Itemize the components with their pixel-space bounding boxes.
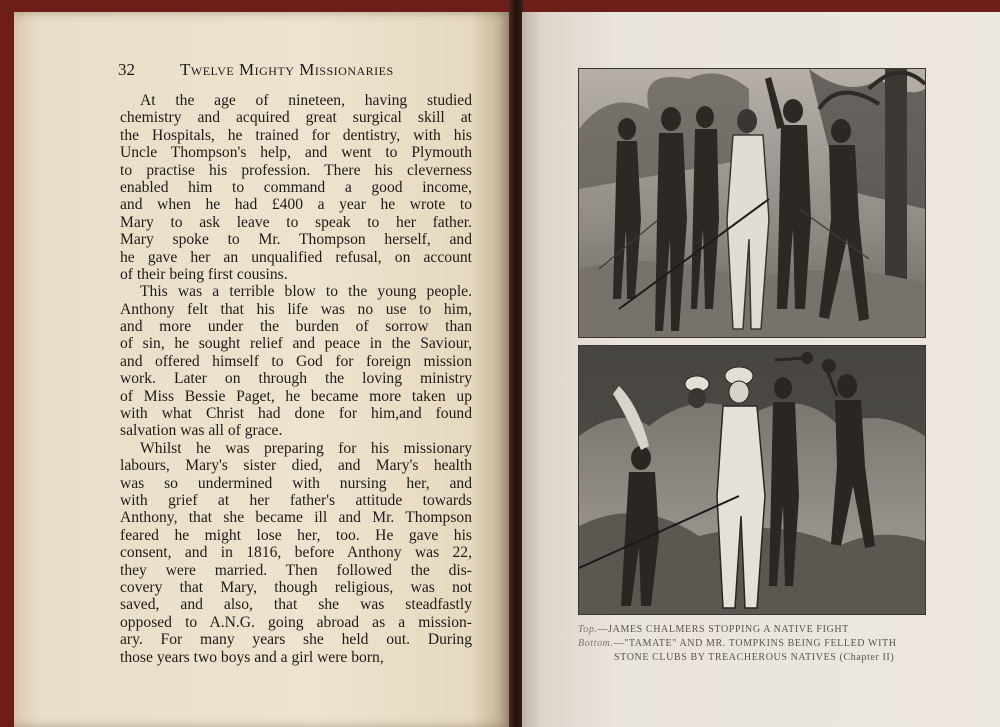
text-line: salvation was all of grace. [120,422,283,440]
text-line: work. Later on through the loving ministry [120,370,472,388]
text-line: saved, and also, that she was steadfastly [120,596,472,614]
text-line: he gave her an unqualified refusal, on account [120,248,472,266]
text-line: of Miss Bessie Paget, he became more taken up [120,387,472,405]
text-line: to practise his profession. There his cleverness [120,161,472,179]
text-line: and offered himself to God for foreign mission [120,352,472,370]
paragraph [120,92,472,283]
text-line: opposed to A.N.G. going abroad as a mission- [120,613,472,631]
paragraph [120,283,472,440]
caption-top [578,623,924,637]
book-gutter [509,0,523,727]
text-line: enabled him to command a good income, [120,178,472,196]
text-line: and more under the burden of sorrow than [120,318,472,336]
text-line: of their being first cousins. [120,265,288,283]
text-line: Anthony, that she became ill and Mr. Thompson [120,509,472,527]
illustration-top-drawing [579,69,925,337]
text-line: covery that Mary, though religious, was not [120,578,472,596]
text-line: with grief at her father's attitude towards [120,491,472,509]
text-line: Mary to ask leave to speak to her father. [120,213,472,231]
text-line: with what Christ had done for him,and found [120,405,472,423]
text-line: Mary spoke to Mr. Thompson herself, and [120,231,472,249]
text-line: ary. For many years she held out. During [120,631,472,649]
text-line: chemistry and acquired great surgical skill at [120,109,472,127]
caption-bottom-text-2: STONE CLUBS BY TREACHEROUS NATIVES [614,652,837,663]
text-line: Anthony felt that his life was no use to him, [120,300,472,318]
text-line: was so undermined with nursing her, and [120,474,472,492]
running-head [118,60,498,84]
page-number: 32 [118,60,135,79]
paragraph [120,440,472,666]
text-line: labours, Mary's sister died, and Mary's health [120,457,472,475]
text-line: they were married. Then followed the dis- [120,561,472,579]
caption-bottom-key: Bottom. [578,638,614,649]
text-line: At the age of nineteen, having studied [140,92,472,109]
text-line: of sin, he sought relief and peace in the Saviour, [120,335,472,353]
text-line: Uncle Thompson's help, and went to Plymouth [120,144,472,162]
body-text [120,92,472,666]
caption-top-text: —JAMES CHALMERS STOPPING A NATIVE FIGHT [597,624,849,635]
caption-bottom-line-1 [578,637,924,651]
caption-bottom-text-1: —"TAMATE" AND MR. TOMPKINS BEING FELLED WITH [613,638,897,649]
text-line: consent, and in 1816, before Anthony was 22, [120,544,472,562]
text-line: This was a terrible blow to the young people. [140,283,472,301]
text-line: Whilst he was preparing for his missionary [140,439,472,457]
running-title: Twelve Mighty Missionaries [180,60,394,79]
caption-bottom-chapter: (Chapter II) [839,652,895,663]
caption-bottom-line-2 [578,651,924,665]
text-line: those years two boys and a girl were born, [120,648,384,666]
caption-top-key: Top. [578,624,598,635]
text-line: and when he had £400 a year he wrote to [120,196,472,214]
plate-captions [578,623,924,665]
illustration-top [578,68,926,338]
illustration-bottom [578,345,926,615]
text-line: the Hospitals, he trained for dentistry, with his [120,126,472,144]
text-line: feared he might lose her, too. He gave his [120,526,472,544]
illustration-bottom-drawing [579,346,925,614]
